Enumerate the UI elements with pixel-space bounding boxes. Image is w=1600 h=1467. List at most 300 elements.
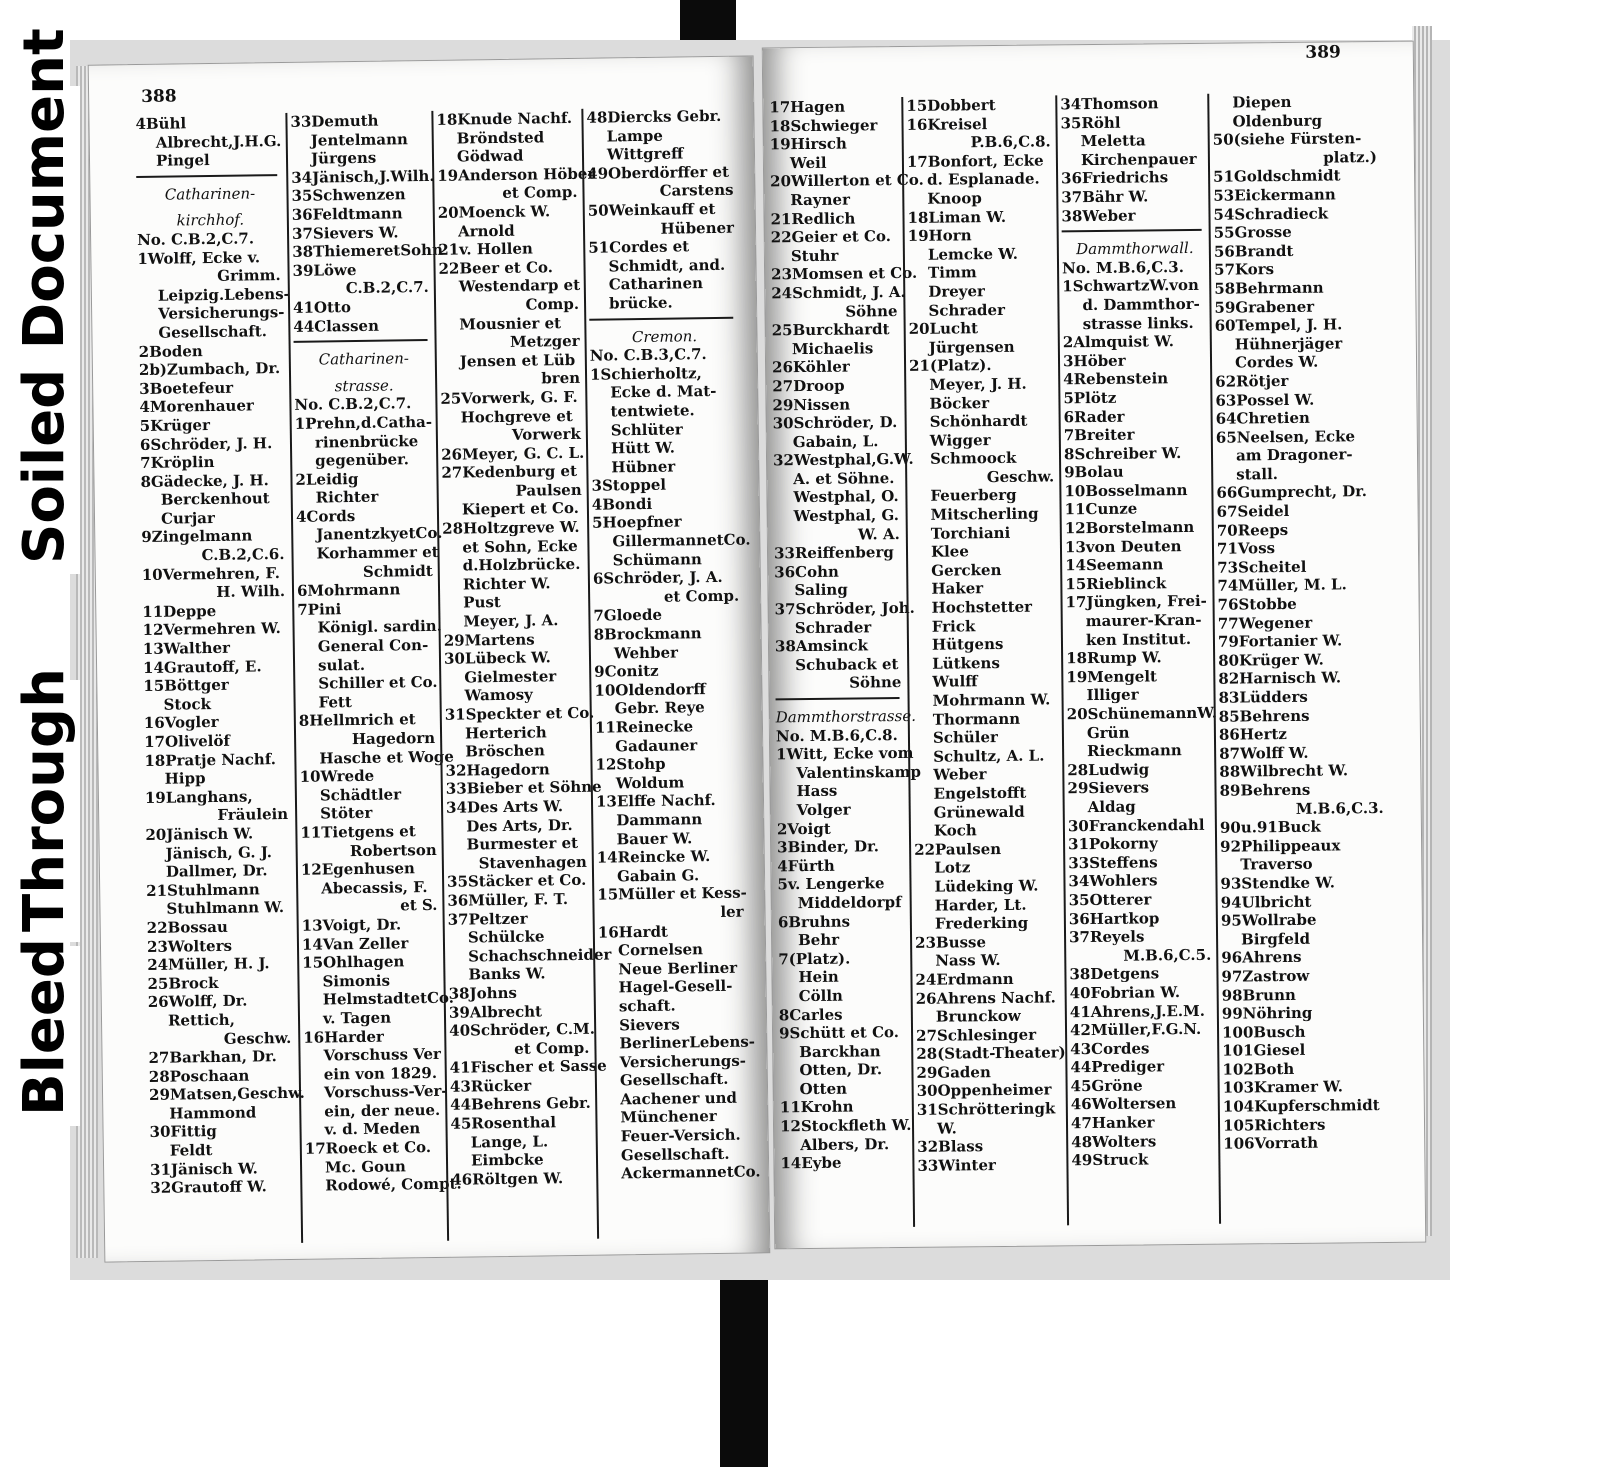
house-number-entry: 43Rücker [449,1076,532,1096]
house-number-entry: 86Hertz [1218,725,1287,744]
resident-entry: Meyer, J. A. [463,611,559,631]
resident-entry: Schülcke [467,927,545,947]
resident-entry: Robertson [349,840,437,860]
resident-entry: Sievers [619,1015,680,1034]
resident-entry: Schlüter [610,419,683,439]
house-number-entry: No. M.B.6,C.3. [1061,257,1184,278]
resident-entry: Wulff [932,672,978,692]
resident-entry: Weber [933,765,987,785]
house-number-entry: 12Vermehren W. [142,619,281,640]
house-number-entry: 26Ahrens Nachf. [915,987,1056,1008]
resident-entry: Richter [315,487,379,507]
house-number-entry: 106Vorrath [1223,1133,1319,1153]
house-number-entry: 19Mengelt [1066,667,1158,687]
resident-entry: Lotz [934,858,971,878]
resident-entry: Vorschuss Ver [323,1044,442,1065]
house-number-entry: 13Elffe Nachf. [595,791,716,812]
resident-entry: Stuhr [790,246,839,265]
house-number-entry: 17Olivelöf [144,731,231,751]
house-number-entry: 32Grautoff W. [150,1177,267,1198]
resident-entry: tentwiete. [610,401,695,421]
resident-entry: Frick [931,616,976,636]
house-number-entry: 31Pokorny [1067,834,1158,854]
house-number-entry: 6Mohrmann [296,580,401,601]
house-number-entry: 20SchünemannW. [1066,703,1218,724]
resident-entry: Bauer W. [616,828,693,848]
resident-entry: Valentinskamp [796,762,921,782]
street-heading: kirchhof. [176,210,245,230]
house-number-entry: 29Gaden [916,1062,991,1082]
resident-entry: Feuer-Versich. [620,1125,741,1146]
house-number-entry: 10Bosselmann [1064,480,1188,501]
house-number-entry: 82Harnisch W. [1218,668,1342,689]
house-number-entry: 14Reincke W. [596,847,711,867]
resident-entry: Hütgens [931,635,1004,654]
resident-entry: Albrecht,J.H.G. [155,131,282,152]
resident-entry: W. A. [857,524,900,544]
house-number-entry: 4Bühl [135,114,187,134]
street-heading: Dammthorwall. [1076,239,1194,259]
house-number-entry: 18Rump W. [1066,648,1162,668]
house-number-entry: 47Hanker [1070,1113,1155,1133]
resident-entry: Schultz, A. L. [933,746,1045,766]
section-divider [1062,229,1202,232]
house-number-entry: 3Stoppel [591,475,667,495]
resident-entry: Nass W. [935,951,1001,970]
house-number-entry: 9Schütt et Co. [778,1023,900,1043]
house-number-entry: 18Knude Nachf. [436,108,573,129]
house-number-entry: 18Schwieger [769,115,878,135]
house-number-entry: 103Kramer W. [1222,1077,1343,1098]
house-number-entry: 17Hagen [769,97,846,117]
resident-entry: et Comp. [502,183,578,203]
house-number-entry: 34Wohlers [1068,871,1158,891]
house-number-entry: No. C.B.2,C.7. [136,229,255,250]
house-number-entry: 89Behrens [1219,780,1311,800]
resident-entry: C.B.2,C.6. [201,545,285,565]
house-number-entry: 35Stäcker et Co. [446,871,587,892]
resident-entry: Behr [797,930,840,950]
house-number-entry: 17Jüngken, Frei- [1065,592,1207,612]
resident-entry: platz.) [1323,147,1377,167]
resident-entry: Wittgreff [606,144,684,164]
house-number-entry: 76Stobbe [1217,594,1297,614]
resident-entry: Grünewald [933,802,1025,822]
resident-entry: Gercken [931,560,1002,580]
resident-entry: Cornelsen [617,940,704,960]
house-number-entry: 31Jänisch W. [149,1159,258,1179]
resident-entry: Oldenburg [1232,111,1323,131]
resident-entry: Lampe [606,126,664,146]
house-number-entry: 100Busch [1221,1022,1306,1042]
house-number-entry: 28Ludwig [1067,760,1150,780]
resident-entry: Diepen [1232,92,1292,112]
resident-entry: schaft. [618,996,676,1016]
resident-entry: Gesellschaft. [158,322,268,342]
resident-entry: Herterich [464,722,547,743]
bleed-through-stamp-upper [0,668,80,942]
house-number-entry: 26Wolff, Dr. [147,991,248,1012]
house-number-entry: 25Burckhardt [771,320,890,340]
resident-entry: Koch [933,821,977,840]
resident-entry: Neue Berliner [618,958,738,979]
resident-entry: Des Arts, Dr. [466,815,573,836]
house-number-entry: 96Ahrens [1221,948,1302,967]
house-number-entry: 7Kröplin [140,453,215,473]
house-number-entry: 4Morenhauer [139,396,254,417]
house-number-entry: 5Krüger [139,415,211,435]
house-number-entry: 102Both [1222,1059,1295,1079]
resident-entry: brücke. [608,293,673,313]
house-number-entry: 4Rebenstein [1063,369,1169,389]
resident-entry: Rodowé, Compt. [325,1174,462,1195]
resident-entry: Gadauner [615,735,698,756]
resident-entry: Hühnerjäger [1234,334,1343,354]
house-number-entry: 97Zastrow [1221,966,1310,986]
house-number-entry: 50(siehe Fürsten- [1212,129,1362,149]
resident-entry: Rayner [790,190,851,210]
house-number-entry: 15Müller et Kess- [597,883,747,905]
house-number-entry: 29Nissen [772,395,851,414]
house-number-entry: 93Stendke W. [1220,873,1336,893]
house-number-entry: 33Steffens [1068,853,1158,873]
resident-entry: Jensen et Lüb [459,350,576,371]
house-number-entry: 14Grautoff, E. [142,656,262,677]
resident-entry: Grimm. [217,266,281,286]
house-number-entry: 35Schwenzen [291,185,406,206]
house-number-entry: No. C.B.3,C.7. [589,345,707,365]
house-number-entry: 11Reinecke [594,717,694,737]
house-number-entry: 38Amsinck [774,636,869,656]
house-number-entry: 30Schröder, D. [772,413,898,433]
resident-entry: M.B.6,C.3. [1295,798,1384,818]
house-number-entry: 60Tempel, J. H. [1214,315,1343,335]
resident-entry: et Comp. [663,586,740,606]
house-number-entry: 10Vermehren, F. [141,563,280,584]
house-number-entry: 101Giesel [1222,1041,1306,1060]
resident-entry: Simonis [322,971,391,991]
house-number-entry: 2Leidig [295,469,359,489]
house-number-entry: 73Scheitel [1217,557,1307,577]
house-number-entry: 22Bossau [146,917,228,937]
house-number-entry: 38Detgens [1069,964,1160,984]
resident-entry: Illiger [1086,685,1139,705]
resident-entry: Burmester et [466,834,579,854]
house-number-entry: 37Schröder, Joh. [774,598,915,619]
house-number-entry: 27Droop [772,376,845,396]
resident-entry: Albers, Dr. [800,1134,890,1154]
house-number-entry: 24Müller, H. J. [147,954,270,975]
resident-entry: Woldum [615,773,685,793]
house-number-entry: 63Possel W. [1215,390,1315,410]
house-number-entry: 11Krohn [779,1098,854,1117]
resident-entry: GillermannetCo. [612,530,751,551]
resident-entry: Dammann [616,810,703,830]
resident-entry: et Comp. [514,1038,590,1058]
resident-entry: maurer-Kran- [1085,610,1202,631]
resident-entry: stall. [1236,464,1279,484]
resident-entry: Mohrmann W. [932,690,1051,710]
resident-entry: Jänisch, G. J. [165,842,273,863]
right-page-number: 389 [1305,42,1341,63]
resident-entry: Michaelis [791,339,874,358]
house-number-entry: 48Diercks Gebr. [586,106,722,127]
house-number-entry: 88Wilbrecht W. [1219,761,1349,782]
resident-entry: Vorwerk [511,424,581,444]
house-number-entry: 9Bolau [1064,462,1124,482]
house-number-entry: 38Weber [1061,206,1136,225]
resident-entry: Wehber [613,643,679,663]
resident-entry: P.B.6,C.8. [970,132,1051,152]
right-column-3 [1055,94,1218,1226]
resident-entry: Klee [930,542,969,561]
resident-entry: sulat. [317,655,366,675]
resident-entry: rinenbrücke [314,431,419,452]
right-column-4 [1207,92,1392,1224]
house-number-entry: 25Vorwerk, G. F. [440,387,578,408]
house-number-entry: 4Bondi [591,494,653,514]
house-number-entry: 26Meyer, G. C. L. [441,443,585,464]
house-number-entry: 54Schradieck [1213,204,1329,224]
house-number-entry: 3Boetefeur [139,378,234,398]
resident-entry: Berckenhout [160,489,270,510]
house-number-entry: 37Peltzer [447,909,528,929]
house-number-entry: 87Wolff W. [1219,743,1309,763]
resident-entry: Stavenhagen [478,852,587,873]
house-number-entry: 12Stockfleth W. [779,1116,912,1136]
house-number-entry: 30Franckendahl [1067,815,1205,835]
resident-entry: Schüler [932,728,998,747]
resident-entry: ken Institut. [1085,629,1192,649]
resident-entry: v. d. Meden [324,1119,421,1139]
resident-entry: Vorschuss-Ver- [323,1082,448,1102]
resident-entry: gegenüber. [315,450,409,470]
resident-entry: Pingel [155,151,210,170]
house-number-entry: 15Rieblinck [1065,574,1167,594]
resident-entry: Gebr. Reye [614,698,705,718]
house-number-entry: 20Lucht [908,319,979,339]
house-number-entry: 14Van Zeller [301,933,409,954]
house-number-entry: 39Löwe [292,260,357,280]
house-number-entry: 8Carles [778,1005,843,1024]
house-number-entry: 8Brockmann [593,624,702,644]
resident-entry: Schmoock [929,449,1017,468]
left-column-3 [431,108,612,1241]
house-number-entry: 49Oberdörffer et [587,162,730,183]
house-number-entry: 43Cordes [1070,1039,1150,1058]
house-number-entry: 9Conitz [594,662,659,681]
resident-entry: Westphal, G. [793,506,900,526]
resident-entry: Ecke d. Mat- [610,382,717,402]
resident-entry: Brunckow [935,1006,1021,1026]
resident-entry: Schümann [612,549,702,570]
resident-entry: d. Esplanade. [927,169,1040,190]
soiled-document-stamp [0,28,80,574]
resident-entry: et S. [400,896,438,915]
resident-entry: Söhne [845,301,898,321]
house-number-entry: 37Bähr W. [1061,187,1149,207]
house-number-entry: 19Horn [907,226,972,246]
left-column-4 [581,106,761,1239]
resident-entry: Stuhlmann W. [166,898,285,919]
house-number-entry: 45Rosenthal [450,1113,557,1133]
house-number-entry: No. M.B.6,C.8. [775,725,898,745]
house-number-entry: 30Fittig [149,1122,217,1142]
resident-entry: Hütt W. [610,438,676,458]
resident-entry: Banks W. [468,964,546,984]
house-number-entry: 37Reyels [1068,927,1145,947]
resident-entry: Metzger [509,331,580,351]
house-number-entry: 62Rötjer [1215,371,1289,391]
resident-entry: Versicherungs- [158,303,285,324]
house-number-entry: 42Müller,F.G.N. [1069,1019,1202,1040]
house-number-entry: 13Voigt, Dr. [301,915,402,935]
house-number-entry: 41Fischer et Sasse [449,1056,607,1078]
resident-entry: Schmidt [362,561,433,581]
house-number-entry: 31Speckter et Co. [444,703,595,724]
house-number-entry: 37Sievers W. [291,222,399,243]
section-divider [294,339,428,343]
house-number-entry: 38ThiemeretSohn [292,240,444,262]
resident-entry: Korhammer et [316,542,439,563]
house-number-entry: 44Prediger [1070,1057,1165,1077]
house-number-entry: 20Jänisch W. [145,824,254,844]
house-number-entry: 36Cohn [774,562,839,582]
resident-entry: Haker [931,579,984,599]
house-number-entry: 31Schrötteringk [916,1099,1056,1119]
house-number-entry: 49Struck [1071,1150,1149,1170]
street-heading: Cremon. [631,326,698,346]
house-number-entry: 57Kors [1213,260,1275,280]
resident-entry: HelmstadtetCo. [322,988,455,1009]
resident-entry: M.B.6,C.5. [1123,945,1212,965]
house-number-entry: 94Ulbricht [1220,892,1312,912]
house-number-entry: 36Feldtmann [291,204,403,224]
resident-entry: Grün [1086,723,1130,742]
house-number-entry: 95Wollrabe [1220,910,1317,930]
house-number-entry: 55Grosse [1213,223,1292,242]
resident-entry: JanentzkyetCo. [316,524,443,545]
house-number-entry: 22Beer et Co. [438,257,554,278]
house-number-entry: 22Paulsen [914,839,1002,859]
house-number-entry: 44Classen [293,316,380,336]
house-number-entry: 15Böttger [143,676,229,696]
house-number-entry: 59Grabener [1214,297,1315,317]
house-number-entry: 51Goldschmidt [1213,166,1341,187]
resident-entry: Westendarp et [458,276,581,296]
house-number-entry: 32Hagedorn [445,760,550,780]
house-number-entry: 34Thomson [1060,94,1159,114]
resident-entry: General Con- [317,636,429,656]
resident-entry: Thormann [932,709,1021,729]
house-number-entry: 19Langhans, [144,787,253,807]
house-number-entry: 27Schlesinger [915,1025,1037,1045]
house-number-entry: 30Oppenheimer [916,1080,1052,1101]
resident-entry: Hochstetter [931,597,1033,617]
house-number-entry: 85Behrens [1218,706,1310,726]
section-divider [136,174,277,178]
resident-entry: Söhne [849,673,902,692]
house-number-entry: 39Albrecht [448,1001,543,1022]
resident-entry: Saling [794,581,848,600]
house-number-entry: 38Johns [448,983,518,1003]
house-number-entry: 2Boden [138,341,203,361]
house-number-entry: 40Fobrian W. [1069,983,1181,1003]
resident-entry: Schrader [794,617,872,637]
house-number-entry: 16Kreisel [906,114,988,134]
resident-entry: Lüdeking W. [934,876,1039,896]
house-number-entry: 33Bieber et Söhne [445,777,602,799]
street-heading: Catharinen- [318,349,410,369]
house-number-entry: 77Wegener [1217,613,1313,633]
resident-entry: Catharinen [608,274,704,294]
through-label: Through [12,668,77,932]
house-number-entry: 12Stohp [595,754,666,774]
house-number-entry: 28Poschaan [148,1066,250,1086]
house-number-entry: 46Röltgen W. [451,1169,564,1189]
house-number-entry: 9Zingelmann [141,526,253,547]
resident-entry: Leipzig.Lebens- [157,284,290,305]
resident-entry: Jürgensen [928,337,1015,357]
house-number-entry: 29Sievers [1067,778,1150,798]
house-number-entry: 8Schreiber W. [1063,443,1182,463]
bleed-through-stamp-lower [0,938,80,1126]
resident-entry: Stock [163,694,212,714]
house-number-entry: 21Redlich [770,209,856,228]
house-number-entry: 14Seemann [1065,555,1164,575]
house-number-entry: 5Hoepfner [591,512,682,533]
resident-entry: bren [541,369,581,388]
resident-entry: Birgfeld [1240,929,1311,949]
resident-entry: Böcker [929,393,990,413]
left-column-2 [285,111,462,1243]
resident-entry: Gesellschaft. [620,1144,730,1165]
resident-entry: Dallmer, Dr. [165,861,268,881]
resident-entry: ein von 1829. [323,1063,438,1084]
house-number-entry: 104Kupferschmidt [1222,1096,1380,1116]
resident-entry: Weil [789,153,827,172]
house-number-entry: 13Walther [142,638,231,659]
resident-entry: ein, der neue. [324,1100,441,1121]
house-number-entry: 20Willerton et Co. [770,171,924,191]
section-divider [776,697,900,700]
house-number-entry: 4Fürth [777,856,835,876]
house-number-entry: 45Gröne [1070,1076,1143,1096]
house-number-entry: 3Höber [1062,351,1126,371]
resident-entry: Aachener und [620,1088,738,1109]
house-number-entry: 64Chretien [1215,408,1310,428]
resident-entry: Wigger [929,430,991,450]
resident-entry: Aldag [1087,797,1136,817]
house-number-entry: 5Plötz [1063,388,1117,408]
house-number-entry: 23Busse [915,932,987,952]
house-number-entry: 26Köhler [771,357,850,377]
house-number-entry: 18Pratje Nachf. [144,749,277,770]
house-number-entry: 1Witt, Ecke vom [776,744,914,764]
resident-entry: Hipp [164,769,206,788]
resident-entry: Frederking [934,913,1029,933]
resident-entry: Timm [928,263,977,283]
house-number-entry: 6Schröder, J. H. [139,433,273,454]
house-number-entry: 98Brunn [1221,985,1296,1005]
right-column-2 [901,95,1066,1227]
resident-entry: H. Wilh. [216,582,286,602]
resident-entry: v. Tagen [322,1008,392,1028]
house-number-entry: 83Lüdders [1218,687,1308,707]
house-number-entry: 14Eybe [780,1153,842,1173]
resident-entry: Westphal, O. [793,487,899,507]
house-number-entry: 50Weinkauff et [587,199,716,220]
